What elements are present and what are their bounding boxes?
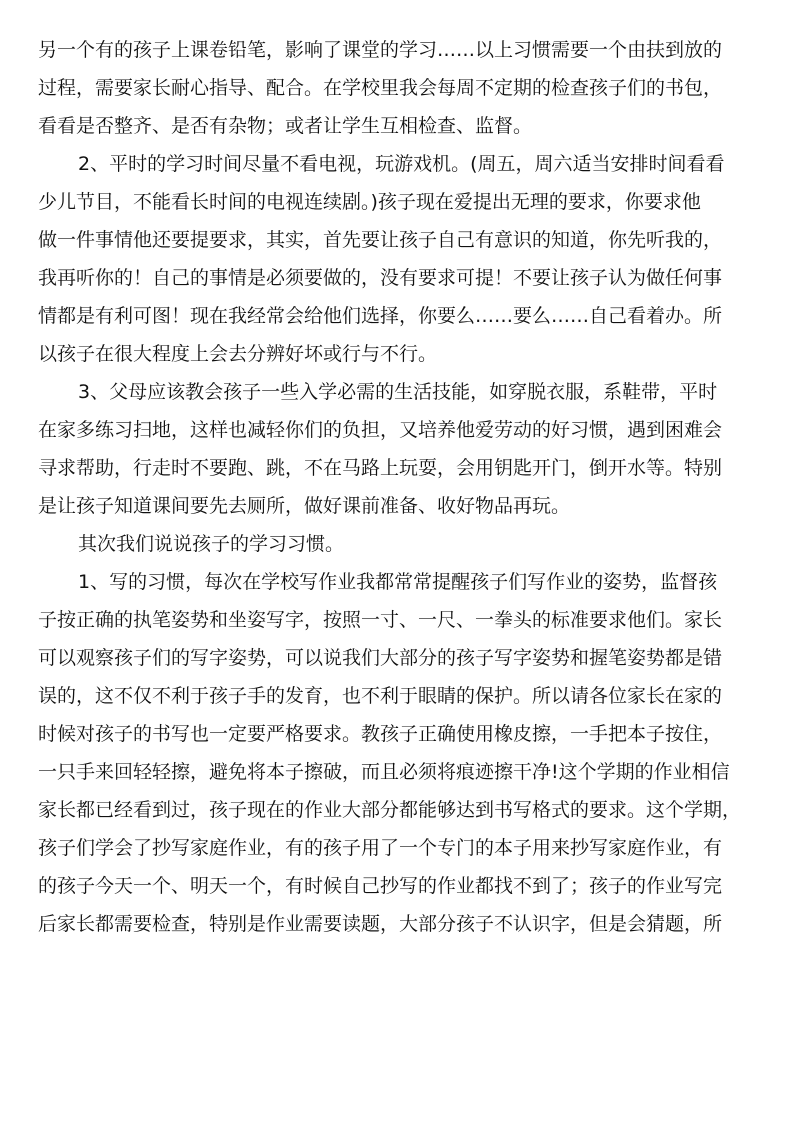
text-line: 少儿节目，不能看长时间的电视连续剧。)孩子现在爱提出无理的要求，你要求他 [38, 191, 701, 213]
text-line: 做一件事情他还要提要求，其实，首先要让孩子自己有意识的知道，你先听我的， [38, 229, 723, 251]
text-line: 是让孩子知道课间要先去厕所，做好课前准备、收好物品再玩。 [38, 495, 571, 517]
text-line: 另一个有的孩子上课卷铅笔，影响了课堂的学习……以上习惯需要一个由扶到放的 [38, 39, 723, 61]
paragraph-start-line: 3、父母应该教会孩子一些入学必需的生活技能，如穿脱衣服，系鞋带，平时 [78, 381, 718, 403]
text-line: 一只手来回轻轻擦，避免将本子擦破，而且必须将痕迹擦干净!这个学期的作业相信 [38, 761, 730, 783]
text-line: 情都是有利可图！现在我经常会给他们选择，你要么……要么……自己看着办。所 [38, 305, 723, 327]
section-heading-line: 其次我们说说孩子的学习习惯。 [78, 533, 345, 555]
text-line: 家长都已经看到过，孩子现在的作业大部分都能够达到书写格式的要求。这个学期， [38, 799, 742, 821]
text-line: 孩子们学会了抄写家庭作业，有的孩子用了一个专门的本子用来抄写家庭作业，有 [38, 837, 723, 859]
text-line: 过程，需要家长耐心指导、配合。在学校里我会每周不定期的检查孩子们的书包， [38, 77, 723, 99]
document-page [38, 31, 758, 943]
paragraph-start-line: 1、写的习惯，每次在学校写作业我都常常提醒孩子们写作业的姿势，监督孩 [78, 571, 718, 593]
text-line: 误的，这不仅不利于孩子手的发育，也不利于眼睛的保护。所以请各位家长在家的 [38, 685, 723, 707]
paragraph-start-line: 2、平时的学习时间尽量不看电视，玩游戏机。(周五，周六适当安排时间看看 [78, 153, 725, 175]
text-line: 在家多练习扫地，这样也减轻你们的负担，又培养他爱劳动的好习惯，遇到困难会 [38, 419, 723, 441]
text-line: 时候对孩子的书写也一定要严格要求。教孩子正确使用橡皮擦，一手把本子按住， [38, 723, 723, 745]
text-line: 以孩子在很大程度上会去分辨好坏或行与不行。 [38, 343, 438, 365]
text-line: 我再听你的！自己的事情是必须要做的，没有要求可提！不要让孩子认为做任何事 [38, 267, 723, 289]
text-line: 后家长都需要检查，特别是作业需要读题，大部分孩子不认识字，但是会猜题，所 [38, 913, 723, 935]
text-line: 可以观察孩子们的写字姿势，可以说我们大部分的孩子写字姿势和握笔姿势都是错 [38, 647, 723, 669]
text-line: 寻求帮助，行走时不要跑、跳，不在马路上玩耍，会用钥匙开门，倒开水等。特别 [38, 457, 723, 479]
text-line: 的孩子今天一个、明天一个，有时候自己抄写的作业都找不到了；孩子的作业写完 [38, 875, 723, 897]
text-line: 看看是否整齐、是否有杂物；或者让学生互相检查、监督。 [38, 115, 533, 137]
text-line: 子按正确的执笔姿势和坐姿写字，按照一寸、一尺、一拳头的标准要求他们。家长 [38, 609, 723, 631]
